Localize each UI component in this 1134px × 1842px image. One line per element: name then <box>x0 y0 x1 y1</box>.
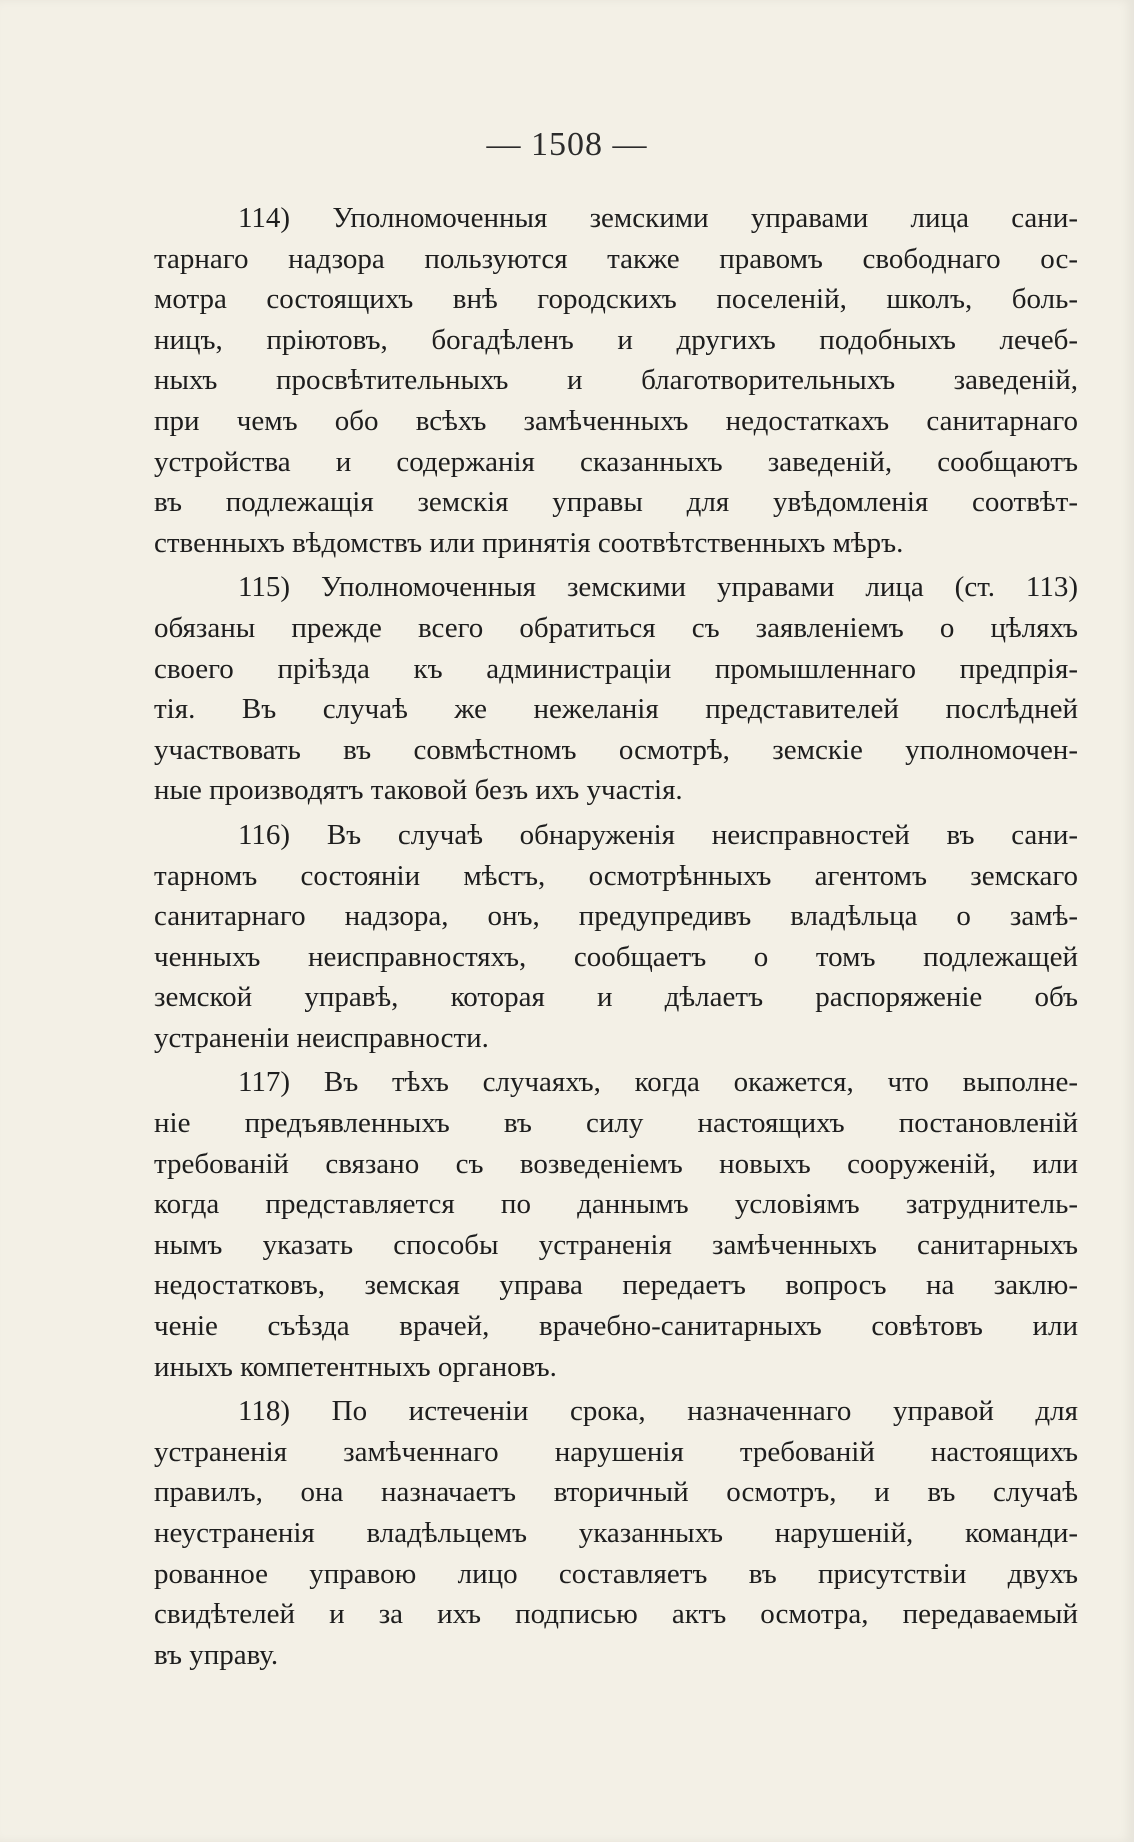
text-line: ченныхъ неисправностяхъ, сообщаетъ о томъ подлежащей <box>154 940 1078 973</box>
text-line: въ управу. <box>154 1638 279 1671</box>
text-line: при чемъ обо всѣхъ замѣченныхъ недостаткахъ санитарнаго <box>154 404 1078 437</box>
text-line: участвовать въ совмѣстномъ осмотрѣ, земскіе уполномочен- <box>154 733 1078 766</box>
text-line: ныхъ просвѣтительныхъ и благотворительныхъ заведеній, <box>154 364 1078 397</box>
text-line: рованное управою лицо составляетъ въ присутствіи двухъ <box>154 1557 1078 1590</box>
text-line: свидѣтелей и за ихъ подписью актъ осмотра, передаваемый <box>154 1598 1078 1631</box>
text-line: тарномъ состояніи мѣстъ, осмотрѣнныхъ агентомъ земскаго <box>154 859 1078 892</box>
paragraph-117 <box>154 1062 1078 1387</box>
text-line: ные производятъ таковой безъ ихъ участія. <box>154 774 683 807</box>
text-line: 116) Въ случаѣ обнаруженія неисправностей въ сани- <box>238 818 1078 851</box>
text-line: 114) Уполномоченныя земскими управами лица сани- <box>238 202 1078 234</box>
text-line: санитарнаго надзора, онъ, предупредивъ владѣльца о замѣ- <box>154 900 1078 933</box>
text-line: тія. Въ случаѣ же нежеланія представителей послѣдней <box>154 693 1078 726</box>
paragraph-114 <box>154 198 1078 563</box>
text-line: когда представляется по даннымъ условіямъ затруднитель- <box>154 1188 1078 1221</box>
text-line: 117) Въ тѣхъ случаяхъ, когда окажется, что выполне- <box>238 1066 1078 1099</box>
text-line: устраненія замѣченнаго нарушенія требованій настоящихъ <box>154 1435 1078 1468</box>
text-line: въ подлежащія земскія управы для увѣдомленія соотвѣт- <box>154 486 1078 519</box>
text-line: мотра состоящихъ внѣ городскихъ поселеній, школъ, боль- <box>154 283 1078 316</box>
text-line: недостатковъ, земская управа передаетъ вопросъ на заклю- <box>154 1269 1078 1302</box>
text-line: тарнаго надзора пользуются также правомъ свободнаго ос- <box>154 242 1078 275</box>
text-line: ственныхъ вѣдомствъ или принятія соотвѣтственныхъ мѣръ. <box>154 526 904 559</box>
text-line: обязаны прежде всего обратиться съ заявленіемъ о цѣляхъ <box>154 611 1078 644</box>
text-line: нымъ указать способы устраненія замѣченныхъ санитарныхъ <box>154 1228 1078 1261</box>
paragraph-116 <box>154 815 1078 1059</box>
text-line: ницъ, пріютовъ, богадѣленъ и другихъ подобныхъ лечеб- <box>154 323 1078 356</box>
text-line: своего пріѣзда къ администраціи промышленнаго предпрія- <box>154 652 1078 685</box>
text-line: 115) Уполномоченныя земскими управами лица (ст. 113) <box>238 571 1078 604</box>
paragraph-118 <box>154 1391 1078 1675</box>
text-line: иныхъ компетентныхъ органовъ. <box>154 1350 557 1383</box>
text-line: земской управѣ, которая и дѣлаетъ распоряженіе объ <box>154 981 1078 1014</box>
text-line: устраненіи неисправности. <box>154 1021 489 1054</box>
text-line: ніе предъявленныхъ въ силу настоящихъ постановленій <box>154 1107 1078 1140</box>
text-line: требованій связано съ возведеніемъ новыхъ сооруженій, или <box>154 1147 1078 1180</box>
text-line: 118) По истеченіи срока, назначеннаго управой для <box>238 1395 1078 1428</box>
text-line: устройства и содержанія сказанныхъ заведеній, сообщаютъ <box>154 445 1078 478</box>
paragraph-115 <box>154 567 1078 811</box>
page-number: — 1508 — <box>486 126 648 163</box>
text-line: ченіе съѣзда врачей, врачебно-санитарныхъ совѣтовъ или <box>154 1310 1078 1343</box>
text-line: неустраненія владѣльцемъ указанныхъ нарушеній, команди- <box>154 1517 1078 1549</box>
text-line: правилъ, она назначаетъ вторичный осмотръ, и въ случаѣ <box>154 1476 1078 1509</box>
document-body <box>154 198 1078 1679</box>
